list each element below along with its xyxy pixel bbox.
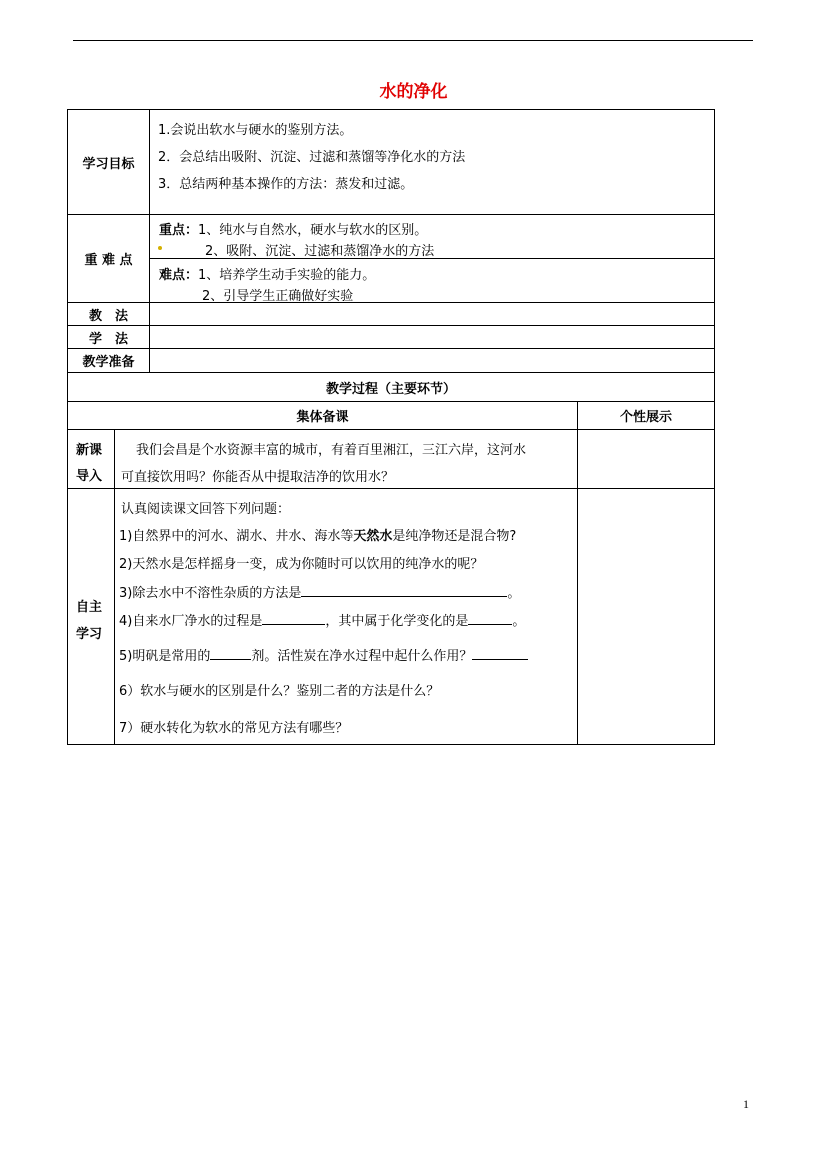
question-1-bold: 天然水 — [353, 529, 393, 544]
intro-personal — [577, 429, 715, 489]
question-4-text-c: 。 — [512, 614, 526, 629]
answer-blank-5a[interactable] — [210, 647, 251, 660]
answer-blank-4b[interactable] — [468, 612, 512, 625]
focus-cell — [149, 214, 715, 259]
focus-text-1: 1、纯水与自然水，硬水与软水的区别。 — [198, 223, 428, 238]
difficulty-text-1: 1、培养学生动手实验的能力。 — [198, 268, 376, 283]
intro-label-2: 导入 — [76, 469, 103, 484]
objective-3: 3．总结两种基本操作的方法：蒸发和过滤。 — [158, 177, 414, 192]
focus-line-1 — [159, 219, 427, 238]
difficulty-line-2: 2、引导学生正确做好实验 — [202, 289, 354, 304]
objective-2: 2．会总结出吸附、沉淀、过滤和蒸馏等净化水的方法 — [158, 150, 466, 165]
focus-label: 重点： — [159, 223, 199, 238]
self-study-label-1: 自主 — [76, 600, 103, 615]
question-1-text-a: 1)自然界中的河水、湖水、井水、海水等 — [119, 529, 354, 544]
intro-line-1: 我们会昌是个水资源丰富的城市，有着百里湘江，三江六岸，这河水 — [136, 443, 527, 458]
question-1-text-b: 是纯净物还是混合物? — [392, 529, 517, 544]
difficulty-label: 难点： — [159, 268, 199, 283]
question-3 — [119, 582, 520, 601]
key-points-label: 重 难 点 — [67, 214, 150, 303]
focus-line-2: 2、吸附、沉淀、过滤和蒸馏净水的方法 — [205, 244, 435, 259]
question-5-text-b: 剂。活性炭在净水过程中起什么作用？ — [251, 649, 473, 664]
objectives-label: 学习目标 — [67, 109, 150, 215]
learning-method-value — [149, 325, 715, 349]
self-study-personal — [577, 488, 715, 745]
personal-display-header: 个性展示 — [577, 401, 715, 430]
intro-label — [67, 429, 115, 489]
self-study-content — [114, 488, 578, 745]
intro-label-1: 新课 — [76, 443, 103, 458]
objective-1: 1.会说出软水与硬水的鉴别方法。 — [158, 123, 353, 138]
teaching-method-label: 教 法 — [67, 302, 150, 326]
difficulty-line-1 — [159, 264, 375, 283]
answer-blank-5b[interactable] — [472, 647, 528, 660]
question-6: 6）软水与硬水的区别是什么？鉴别二者的方法是什么？ — [119, 684, 440, 699]
header-rule — [73, 40, 753, 41]
intro-line-2: 可直接饮用吗？你能否从中提取洁净的饮用水？ — [121, 470, 395, 485]
question-3-text-a: 3)除去水中不溶性杂质的方法是 — [119, 586, 302, 601]
question-4 — [119, 610, 525, 629]
answer-blank-4a[interactable] — [262, 612, 325, 625]
question-5-text-a: 5)明矾是常用的 — [119, 649, 211, 664]
intro-content — [114, 429, 578, 489]
marker-dot — [158, 246, 162, 250]
question-2: 2)天然水是怎样摇身一变，成为你随时可以饮用的纯净水的呢？ — [119, 557, 484, 572]
answer-blank-3[interactable] — [301, 584, 507, 597]
preparation-label: 教学准备 — [67, 348, 150, 373]
question-3-text-b: 。 — [507, 586, 521, 601]
process-header: 教学过程（主要环节） — [67, 372, 715, 402]
self-study-intro: 认真阅读课文回答下列问题： — [121, 502, 291, 517]
objectives-cell — [149, 109, 715, 215]
question-1 — [119, 525, 516, 544]
preparation-value — [149, 348, 715, 373]
self-study-label — [67, 488, 115, 745]
question-5 — [119, 645, 528, 664]
collective-prep-header: 集体备课 — [67, 401, 578, 430]
self-study-label-2: 学习 — [76, 627, 103, 642]
document-title: 水的净化 — [379, 82, 448, 102]
learning-method-label: 学 法 — [67, 325, 150, 349]
difficulty-cell — [149, 258, 715, 303]
question-7: 7）硬水转化为软水的常见方法有哪些？ — [119, 721, 349, 736]
question-4-text-a: 4)自来水厂净水的过程是 — [119, 614, 263, 629]
teaching-method-value — [149, 302, 715, 326]
question-4-text-b: ，其中属于化学变化的是 — [325, 614, 469, 629]
page-number: 1 — [743, 1097, 749, 1111]
